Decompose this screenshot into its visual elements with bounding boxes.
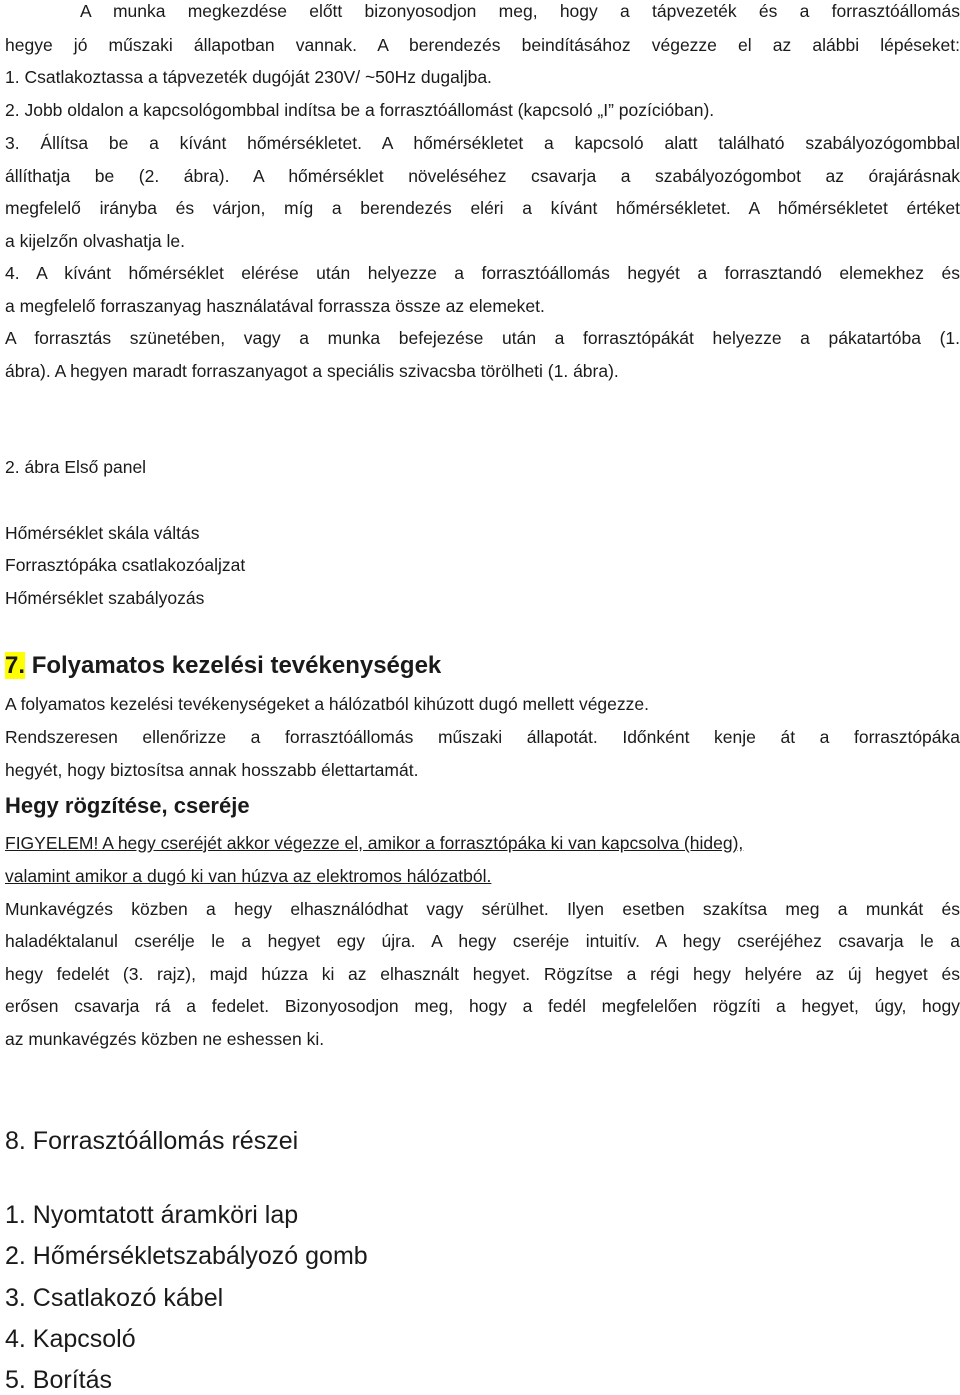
part-item-2: 2. Hőmérsékletszabályozó gomb: [5, 1242, 368, 1270]
part-item-4: 4. Kapcsoló: [5, 1325, 136, 1353]
part-item-3: 3. Csatlakozó kábel: [5, 1284, 224, 1312]
tip-body-3: hegy fedelét (3. rajz), majd húzza ki az elhasznált hegyet. Rögzítse a régi hegy helyére az új hegyet és: [5, 964, 960, 984]
warning-line-1: FIGYELEM! A hegy cseréjét akkor végezze el, amikor a forrasztópáka ki van kapcsolva (hideg),: [5, 833, 744, 853]
step-1: 1. Csatlakoztassa a tápvezeték dugóját 230V/ ~50Hz dugaljba.: [5, 67, 492, 87]
section-7-heading: [5, 651, 441, 681]
step-2: 2. Jobb oldalon a kapcsológombbal indítsa be a forrasztóállomást (kapcsoló „I” pozícióban).: [5, 100, 715, 120]
figure-caption: 2. ábra Első panel: [5, 457, 147, 477]
tip-body-5: az munkavégzés közben ne eshessen ki.: [5, 1029, 325, 1049]
step-3-cont-2: megfelelő irányba és várjon, míg a berendezés eléri a kívánt hőmérsékletet. A hőmérsékletet értéket: [5, 198, 960, 218]
step-4: 4. A kívánt hőmérséklet elérése után helyezze a forrasztóállomás hegyét a forrasztandó elemekhez és: [5, 263, 960, 283]
section-7-paragraph-1: A folyamatos kezelési tevékenységeket a hálózatból kihúzott dugó mellett végezze.: [5, 694, 649, 714]
tip-body-4: erősen csavarja rá a fedelet. Bizonyosodjon meg, hogy a fedél megfelelően rögzíti a hegyet, úgy, hogy: [5, 996, 960, 1016]
section-7-paragraph-2a: Rendszeresen ellenőrizze a forrasztóállomás műszaki állapotát. Időnként kenje át a forrasztópáka: [5, 727, 960, 747]
step-3-cont-3: a kijelzőn olvashatja le.: [5, 231, 185, 251]
pause-note-1: A forrasztás szünetében, vagy a munka befejezése után a forrasztópákát helyezze a pákatartóba (1.: [5, 328, 960, 348]
tip-heading: Hegy rögzítése, cseréje: [5, 793, 250, 818]
tip-body-2: haladéktalanul cserélje le a hegyet egy újra. A hegy cseréje intuitív. A hegy cseréjéhez csavarja le a: [5, 931, 960, 951]
intro-line-2: hegye jó műszaki állapotban vannak. A berendezés beindításához végezze el az alábbi lépéseket:: [5, 35, 960, 55]
step-3-cont-1: állíthatja be (2. ábra). A hőmérséklet növeléséhez csavarja a szabályozógombot az órajárásnak: [5, 166, 960, 186]
section-7-title: Folyamatos kezelési tevékenységek: [31, 652, 442, 679]
step-3: 3. Állítsa be a kívánt hőmérsékletet. A hőmérsékletet a kapcsoló alatt található szabályozógombbal: [5, 133, 960, 153]
section-7-number: 7.: [5, 652, 26, 679]
figure-label-2: Forrasztópáka csatlakozóaljzat: [5, 555, 246, 575]
figure-label-1: Hőmérséklet skála váltás: [5, 523, 200, 543]
step-4-cont: a megfelelő forraszanyag használatával forrassza össze az elemeket.: [5, 296, 545, 316]
tip-body-1: Munkavégzés közben a hegy elhasználódhat vagy sérülhet. Ilyen esetben szakítsa meg a munkát és: [5, 899, 960, 919]
figure-label-3: Hőmérséklet szabályozás: [5, 588, 205, 608]
part-item-1: 1. Nyomtatott áramköri lap: [5, 1201, 299, 1229]
intro-line-1: A munka megkezdése előtt bizonyosodjon meg, hogy a tápvezeték és a forrasztóállomás: [80, 1, 960, 21]
warning-line-2: valamint amikor a dugó ki van húzva az elektromos hálózatból.: [5, 866, 492, 886]
section-8-heading: 8. Forrasztóállomás részei: [5, 1127, 299, 1155]
pause-note-2: ábra). A hegyen maradt forraszanyagot a speciális szivacsba törölheti (1. ábra).: [5, 361, 619, 381]
section-7-paragraph-2b: hegyét, hogy biztosítsa annak hosszabb élettartamát.: [5, 760, 419, 780]
part-item-5: 5. Borítás: [5, 1366, 112, 1394]
